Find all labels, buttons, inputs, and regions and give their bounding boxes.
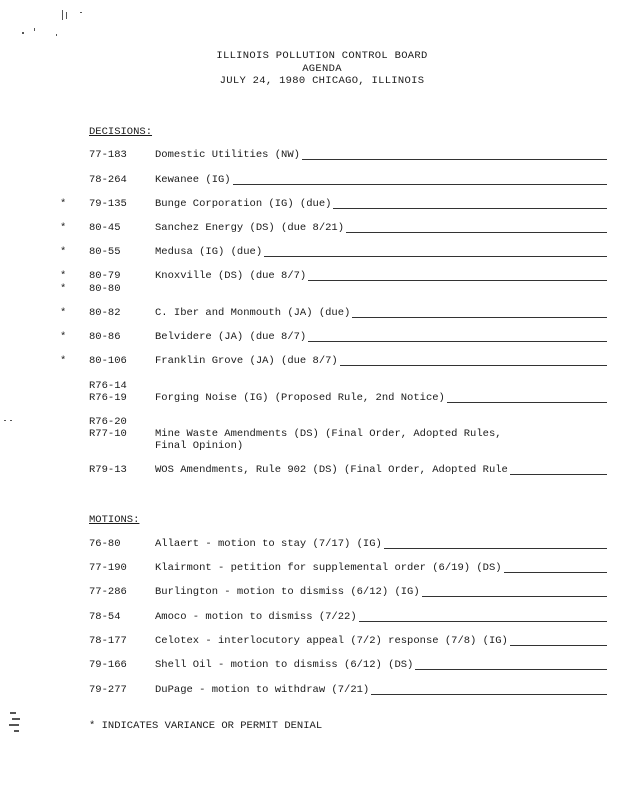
description-line: Mine Waste Amendments (DS) (Final Order, Adopted Rules, (155, 428, 502, 440)
docket-number: R79-13 (89, 464, 127, 476)
motion-description: Burlington - motion to dismiss (6/12) (IG) (155, 586, 607, 598)
scan-speck (10, 712, 16, 714)
scan-speck (22, 32, 24, 34)
blank-line (352, 317, 607, 318)
docket-number: 80-86 (89, 331, 121, 343)
star-marker: * (60, 270, 67, 282)
decision-description: Bunge Corporation (IG) (due) (155, 198, 607, 210)
motion-description: DuPage - motion to withdraw (7/21) (155, 684, 607, 696)
blank-line (510, 474, 607, 475)
star-marker: * (60, 198, 67, 210)
docket-number: R76-14 (89, 380, 127, 392)
decision-description: Medusa (IG) (due) (155, 246, 607, 258)
scan-speck (4, 420, 6, 421)
blank-line (510, 645, 607, 646)
docket-number: R76-20 (89, 416, 127, 428)
blank-line (233, 184, 607, 185)
docket-number: 80-106 (89, 355, 127, 367)
decision-description: Sanchez Energy (DS) (due 8/21) (155, 222, 607, 234)
scan-speck (80, 12, 82, 13)
star-marker: * (60, 246, 67, 258)
blank-line (422, 596, 607, 597)
scan-speck (9, 724, 19, 726)
blank-line (264, 256, 607, 257)
blank-line (504, 572, 607, 573)
decisions-heading: DECISIONS: (89, 126, 153, 138)
decision-description: Franklin Grove (JA) (due 8/7) (155, 355, 607, 367)
scan-speck (56, 34, 57, 36)
docket-number: 78-54 (89, 611, 121, 623)
docket-number: 79-166 (89, 659, 127, 671)
docket-number: 78-177 (89, 635, 127, 647)
decision-description: C. Iber and Monmouth (JA) (due) (155, 307, 607, 319)
motions-heading: MOTIONS: (89, 514, 140, 526)
blank-line (340, 365, 607, 366)
blank-line (333, 208, 607, 209)
docket-number: 80-80 (89, 283, 121, 295)
star-marker: * (60, 331, 67, 343)
blank-line (308, 341, 607, 342)
docket-number: 80-79 (89, 270, 121, 282)
docket-number: 78-264 (89, 174, 127, 186)
decision-description: Knoxville (DS) (due 8/7) (155, 270, 607, 282)
decision-description (155, 428, 607, 452)
blank-line (359, 621, 607, 622)
scan-speck (14, 730, 19, 732)
blank-line (447, 402, 607, 403)
motion-description: Klairmont - petition for supplemental order (6/19) (DS) (155, 562, 607, 574)
description-line: Final Opinion) (155, 440, 244, 452)
scan-speck (62, 10, 63, 20)
scan-speck (34, 28, 35, 31)
docket-number: 80-45 (89, 222, 121, 234)
document-header (0, 50, 618, 88)
agenda-title: AGENDA (302, 62, 342, 75)
decision-description: Domestic Utilities (NW) (155, 149, 607, 161)
docket-number: 77-183 (89, 149, 127, 161)
scan-speck (66, 12, 67, 19)
blank-line (415, 669, 607, 670)
board-name: ILLINOIS POLLUTION CONTROL BOARD (216, 50, 428, 62)
scan-speck (10, 420, 12, 421)
blank-line (384, 548, 607, 549)
star-marker: * (60, 283, 67, 295)
motion-description: Celotex - interlocutory appeal (7/2) response (7/8) (IG) (155, 635, 607, 647)
scan-speck (12, 718, 20, 720)
star-marker: * (60, 307, 67, 319)
motion-description: Amoco - motion to dismiss (7/22) (155, 611, 607, 623)
blank-line (302, 159, 607, 160)
motion-description: Shell Oil - motion to dismiss (6/12) (DS) (155, 659, 607, 671)
blank-line (371, 694, 607, 695)
decision-description: Kewanee (IG) (155, 174, 607, 186)
blank-line (308, 280, 607, 281)
decision-description: Belvidere (JA) (due 8/7) (155, 331, 607, 343)
decision-description: Forging Noise (IG) (Proposed Rule, 2nd Notice) (155, 392, 607, 404)
docket-number: R76-19 (89, 392, 127, 404)
docket-number: 80-82 (89, 307, 121, 319)
docket-number: R77-10 (89, 428, 127, 440)
docket-number: 76-80 (89, 538, 121, 550)
decision-description: WOS Amendments, Rule 902 (DS) (Final Order, Adopted Rule (155, 464, 607, 476)
star-marker: * (60, 222, 67, 234)
docket-number: 77-286 (89, 586, 127, 598)
blank-line (346, 232, 607, 233)
docket-number: 80-55 (89, 246, 121, 258)
docket-number: 77-190 (89, 562, 127, 574)
motion-description: Allaert - motion to stay (7/17) (IG) (155, 538, 607, 550)
docket-number: 79-277 (89, 684, 127, 696)
agenda-date-location: JULY 24, 1980 CHICAGO, ILLINOIS (219, 75, 425, 87)
docket-number: 79-135 (89, 198, 127, 210)
footnote: * INDICATES VARIANCE OR PERMIT DENIAL (89, 720, 323, 732)
star-marker: * (60, 355, 67, 367)
